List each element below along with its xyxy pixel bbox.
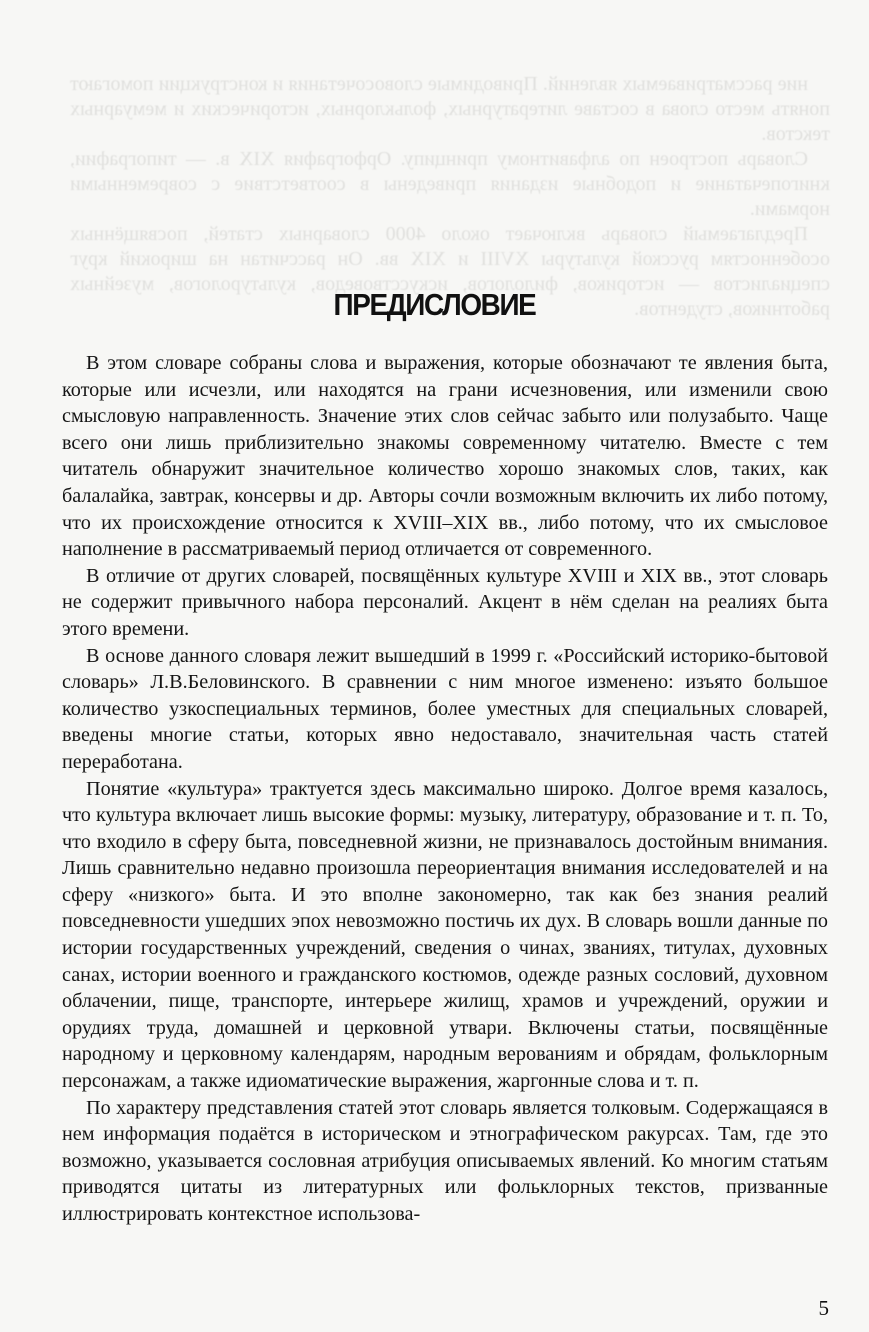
show-through-background: ние рассматриваемых явлений. Приводимые словосочетания и конструкции помогают понять место слова в составе литературных, фольклорных, исторических и мемуарных текстов. Словарь построен по алфавитному принципу. Орфография XIX в. — типографии, книгопечатание и подобные издания приведены в соответствие с современными нормами. Предлагаемый словарь включает около 4000 словарных статей, посвящённых особенностям русской культуры XVIII и XIX вв. Он рассчитан на широкий круг специалистов — историков, филологов, искусствоведов, культурологов, музейных работников, студентов. xyxy=(70,73,830,320)
paragraph-3: В основе данного словаря лежит вышедший в 1999 г. «Российский историко-бытовой словарь» Л.В.Беловинского. В сравнении с ним многое изменено: изъято большое количество узкоспециальных терминов, более уместных для специальных словарей, введены многие статьи, которых явно недоставало, значительная часть статей переработана. xyxy=(62,644,828,773)
page-title: ПРЕДИСЛОВИЕ xyxy=(333,286,536,322)
page-number: 5 xyxy=(818,1296,829,1320)
paragraph-5: По характеру представления статей этот словарь является толковым. Содержащаяся в нем информация подаётся в историческом и этнографическом ракурсах. Там, где это возможно, указывается сословная атрибуция описываемых явлений. Ко многим статьям приводятся цитаты из литературных или фольклорных текстов, призванные иллюстрировать контекстное использова- xyxy=(62,1096,828,1225)
paragraph-2: В отличие от других словарей, посвящённых культуре XVIII и XIX вв., этот словарь не содержит привычного набора персоналий. Акцент в нём сделан на реалиях быта этого времени. xyxy=(62,564,828,640)
paragraph-1: В этом словаре собраны слова и выражения, которые обозначают те явления быта, которые или исчезли, или находятся на грани исчезновения, или изменили свою смысловую направленность. Значение этих слов сейчас забыто или полузабыто. Чаще всего они лишь приблизительно знакомы современному читателю. Вместе с тем читатель обнаружит значительное количество хорошо знакомых слов, таких, как балалайка, завтрак, консервы и др. Авторы сочли возможным включить их либо потому, что их происхождение относится к XVIII–XIX вв., либо потому, что их смысловое наполнение в рассматриваемый период отличается от современного. xyxy=(62,352,828,561)
preface-body xyxy=(62,350,828,1228)
paragraph-4: Понятие «культура» трактуется здесь максимально широко. Долгое время казалось, что культура включает лишь высокие формы: музыку, литературу, образование и т. п. То, что входило в сферу быта, повседневной жизни, не признавалось достойным внимания. Лишь сравнительно недавно произошла переориентация внимания исследователей и на сферу «низкого» быта. И это вполне закономерно, так как без знания реалий повседневности ушедших эпох невозможно постичь их дух. В словарь вошли данные по истории государственных учреждений, сведения о чинах, званиях, титулах, духовных санах, истории военного и гражданского костюмов, одежде разных сословий, духовном облачении, пище, транспорте, интерьере жилищ, храмов и учреждений, оружии и орудиях труда, домашней и церковной утвари. Включены статьи, посвящённые народному и церковному календарям, народным верованиям и обрядам, фольклорным персонажам, а также идиоматические выражения, жаргонные слова и т. п. xyxy=(62,777,828,1093)
